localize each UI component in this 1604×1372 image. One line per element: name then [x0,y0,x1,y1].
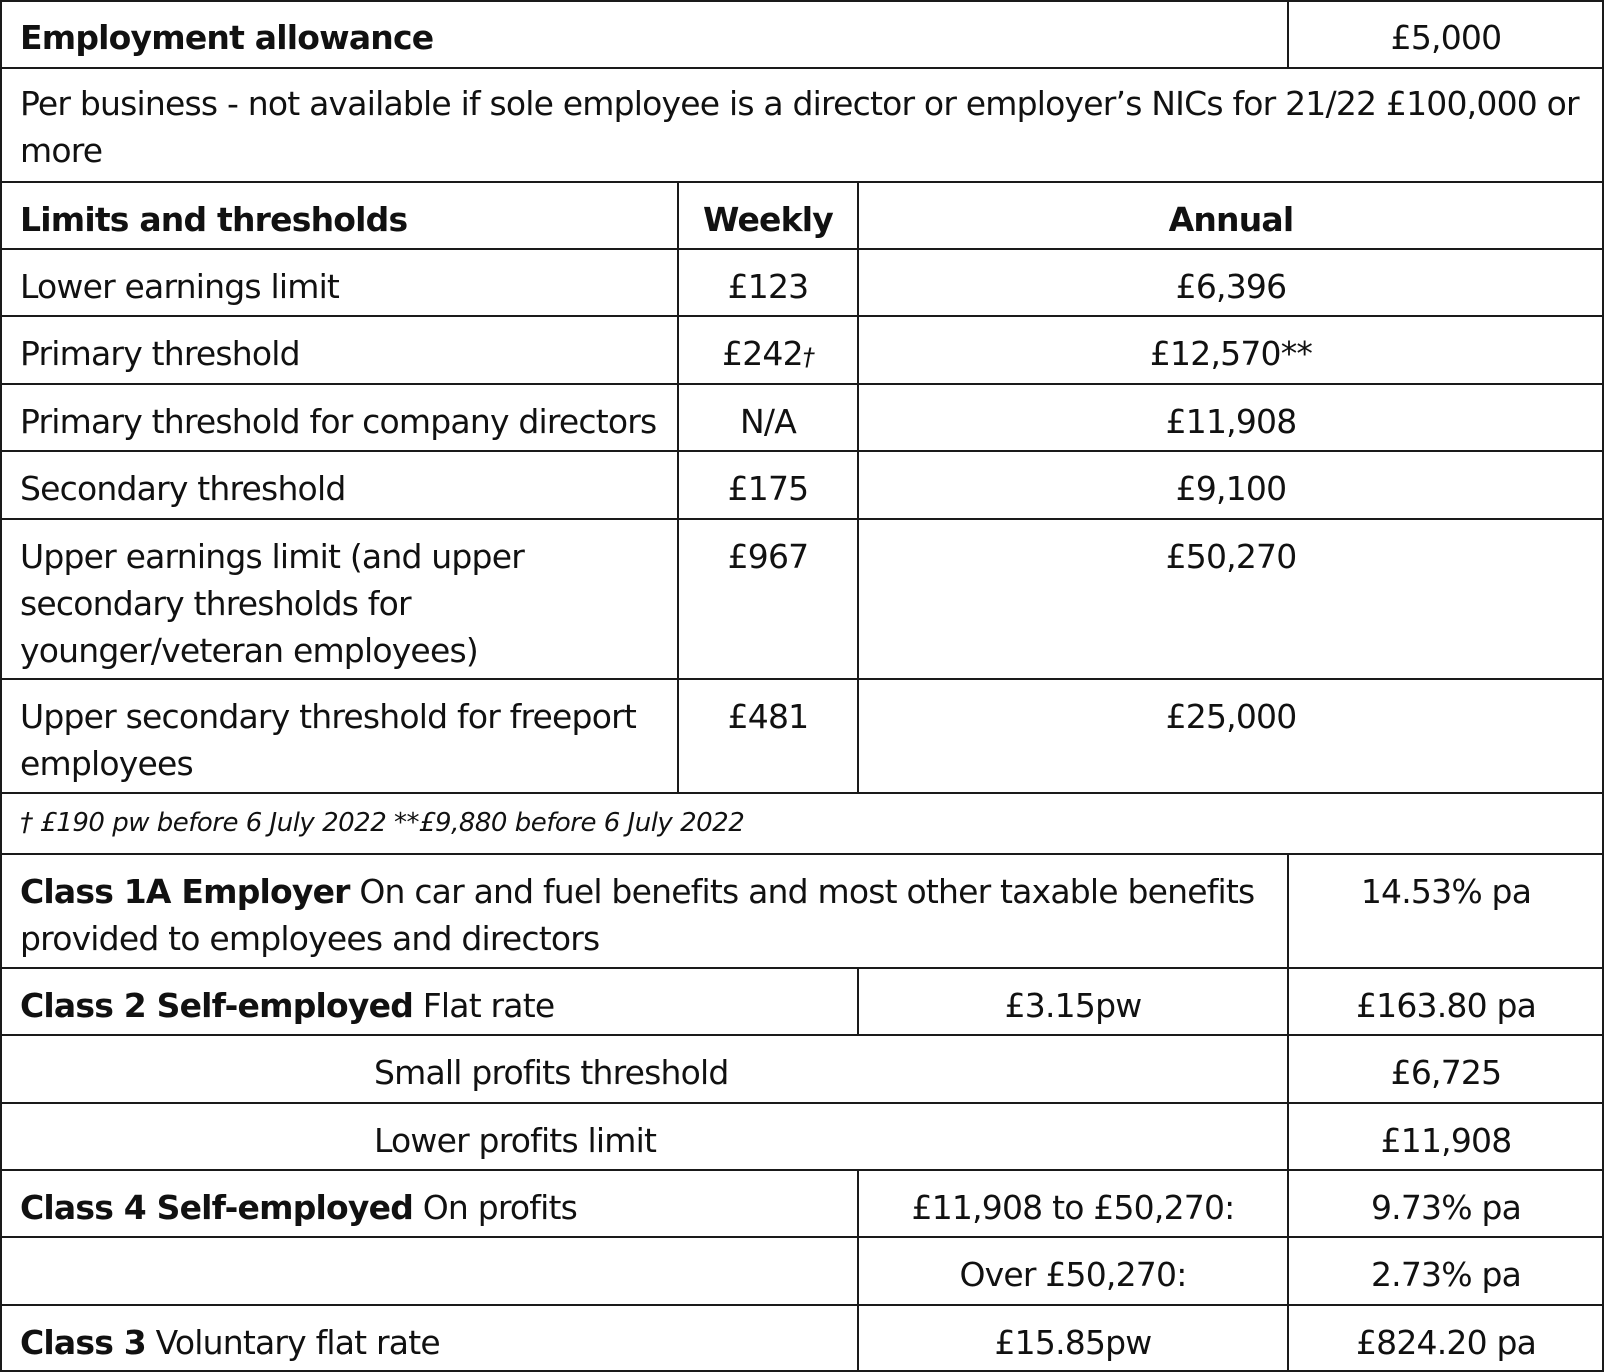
class3-weekly: £15.85pw [994,1323,1152,1362]
class1a-rate: 14.53% pa [1360,872,1532,911]
limits-header-annual: Annual [1168,200,1294,239]
limits-header-weekly: Weekly [703,200,833,239]
class3-description [0,1305,858,1372]
dagger-mark: † [802,343,814,371]
lower-profits-label: Lower profits limit [374,1121,657,1160]
limits-row-annual: £9,100 [1175,469,1287,508]
class2-text: Flat rate [413,986,555,1025]
class4-band1-label: £11,908 to £50,270: [911,1188,1235,1227]
row-divider [0,1034,1604,1036]
limits-row-annual: £12,570** [1149,334,1313,373]
class1a-text: On car and fuel benefits and most other taxable benefits provided to employees and directors [20,872,1255,958]
class2-description [0,968,858,1035]
row-divider [0,1169,1604,1171]
column-divider [677,181,679,793]
class3-text: Voluntary flat rate [145,1323,440,1362]
small-profits-value: £6,725 [1390,1053,1502,1092]
row-divider [0,1236,1604,1238]
limits-row-weekly: N/A [740,402,796,441]
class4-title: Class 4 Self-employed [20,1188,414,1227]
small-profits-label: Small profits threshold [374,1053,729,1092]
class3-annual: £824.20 pa [1355,1323,1537,1362]
employment-allowance-value: £5,000 [1390,18,1502,57]
class4-band2-label: Over £50,270: [959,1255,1187,1294]
limits-row-annual: £6,396 [1175,267,1287,306]
limits-row-weekly: £967 [727,537,809,576]
class2-weekly: £3.15pw [1004,986,1142,1025]
class4-description [0,1170,858,1237]
column-divider [857,967,859,1035]
row-divider [0,1102,1604,1104]
limits-row-label: Upper secondary threshold for freeport employees [20,697,636,783]
class3-title: Class 3 [20,1323,146,1362]
class4-text: On profits [413,1188,578,1227]
row-divider [0,792,1604,794]
row-divider [0,383,1604,385]
limits-row-weekly [678,316,858,384]
limits-row-weekly: £481 [727,697,809,736]
row-divider [0,1304,1604,1306]
limits-row-label: Secondary threshold [20,469,346,508]
row-divider [0,450,1604,452]
row-divider [0,181,1604,183]
column-divider [1287,0,1289,68]
limits-footnote: † £190 pw before 6 July 2022 **£9,880 before 6 July 2022 [20,808,745,838]
limits-row-annual: £50,270 [1165,537,1297,576]
column-divider [0,0,2,1372]
row-divider [0,315,1604,317]
class4-band1-rate: 9.73% pa [1370,1188,1522,1227]
column-divider [857,181,859,793]
limits-row-weekly: £175 [727,469,809,508]
lower-profits-value: £11,908 [1380,1121,1512,1160]
limits-row-label: Primary threshold for company directors [20,402,657,441]
class2-title: Class 2 Self-employed [20,986,414,1025]
row-divider [0,678,1604,680]
class1a-title: Class 1A Employer [20,872,350,911]
row-divider [0,0,1604,2]
employment-allowance-label: Employment allowance [20,18,434,57]
employment-allowance-note: Per business - not available if sole employee is a director or employer’s NICs for 21/22 £100,000 or more [20,84,1579,170]
column-divider [857,1169,859,1372]
limits-row-weekly-value: £242 [722,334,803,373]
row-divider [0,248,1604,250]
limits-row-label: Primary threshold [20,334,300,373]
limits-row-annual: £25,000 [1165,697,1297,736]
limits-header-label: Limits and thresholds [20,200,408,239]
class1a-description [0,854,1288,968]
column-divider [1287,853,1289,1372]
row-divider [0,67,1604,69]
row-divider [0,853,1604,855]
row-divider [0,967,1604,969]
limits-row-label: Lower earnings limit [20,267,340,306]
limits-row-annual: £11,908 [1165,402,1297,441]
class2-annual: £163.80 pa [1355,986,1537,1025]
class4-band2-rate: 2.73% pa [1370,1255,1522,1294]
limits-row-weekly: £123 [727,267,809,306]
row-divider [0,518,1604,520]
limits-row-label: Upper earnings limit (and upper secondary thresholds for younger/veteran employees) [20,537,524,670]
